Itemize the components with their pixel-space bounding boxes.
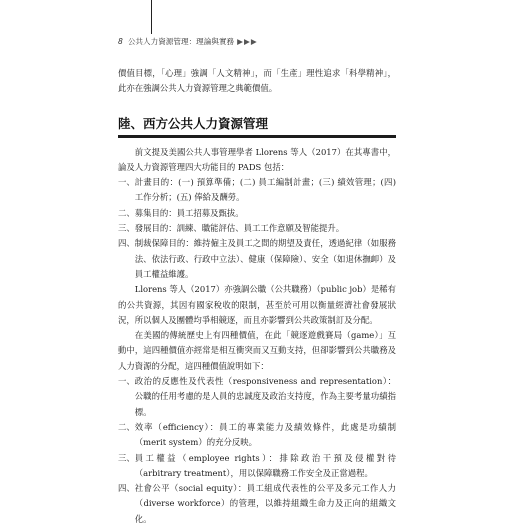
list-number: 三、 (118, 452, 135, 463)
list-text: 效率（efficiency）：員工的專業能力及績效條件，此處是功績制（merit system）的充分反映。 (134, 421, 396, 448)
running-title: 公共人力資源管理：理論與實務 (127, 37, 235, 46)
page-number: 8 (118, 37, 123, 46)
list-item (118, 206, 396, 221)
margin-rule (151, 0, 152, 34)
list-number: 四、 (118, 483, 135, 494)
list-text: 政治的反應性及代表性（responsiveness and representation）：公職的任用考慮的是人員的忠誠度及政治支持度，作為主要考量功績指標。 (134, 376, 396, 417)
list-number: 二、 (118, 207, 135, 218)
list-item (118, 236, 396, 282)
list-item (118, 221, 396, 236)
list-text: 募集目的：員工招募及甄拔。 (134, 207, 244, 218)
page-body (118, 66, 396, 527)
list-number: 四、 (118, 238, 135, 249)
list-text: 發展目的：訓練、職能評估、員工工作意願及智能提升。 (134, 223, 345, 234)
running-header (118, 36, 258, 47)
section-heading: 陸、西方公共人力資源管理 (118, 113, 396, 138)
list-item (118, 175, 396, 206)
paragraph-pads-intro: 前文提及美國公共人事管理學者 Llorens 等人（2017）在其專書中，論及人力資源管理四大功能目的 PADS 包括： (118, 146, 396, 172)
list-number: 二、 (118, 421, 135, 432)
list-text: 員工權益（employee rights）：排除政治干預及侵權對待（arbitrary treatment），用以保障職務工作安全及正當過程。 (134, 452, 396, 478)
arrows-icon: ▶▶▶ (237, 37, 258, 46)
list-item (118, 420, 396, 451)
list-number: 三、 (118, 223, 135, 234)
paragraph-public-job: Llorens 等人（2017）亦強調公職（公共職務）（public job）是稀有的公共資源，其因有國家稅收的限制，甚至於可用以衡量經濟社會發展狀況，所以個人及團體均爭相競逐，而且亦影響到公共政策制訂及分配。 (118, 284, 396, 325)
list-text: 制裁保障目的：維持僱主及員工之間的期望及責任，透過紀律（如服務法、依法行政、行政中立法）、健康（保障險）、安全（如退休撫卹）及員工權益維護。 (134, 238, 396, 279)
list-number: 一、 (118, 177, 135, 188)
list-text: 計畫目的：(一) 預算準備；(二) 員工編制計畫；(三) 績效管理；(四) 工作分析；(五) 俸給及酬勞。 (134, 177, 396, 203)
list-item (118, 481, 396, 527)
paragraph-four-values: 在美國的傳統歷史上有四種價值，在此「競逐遊戲賽局（game）」互動中，這四種價值亦經常是相互衝突而又互動支持，但卻影響到公共職務及人力資源的分配，這四種價值說明如下： (118, 330, 396, 371)
list-item (118, 451, 396, 482)
pads-list (118, 175, 396, 282)
values-list (118, 374, 396, 527)
list-number: 一、 (118, 376, 135, 387)
intro-paragraph: 價值目標，「心理」強調「人文精神」，而「生產」理性追求「科學精神」，此亦在強調公共人力資源管理之典範價值。 (118, 68, 396, 94)
list-item (118, 374, 396, 420)
list-text: 社會公平（social equity）：員工組成代表性的公平及多元工作人力（diverse workforce）的管理，以維持組織生命力及正向的組織文化。 (134, 483, 396, 524)
